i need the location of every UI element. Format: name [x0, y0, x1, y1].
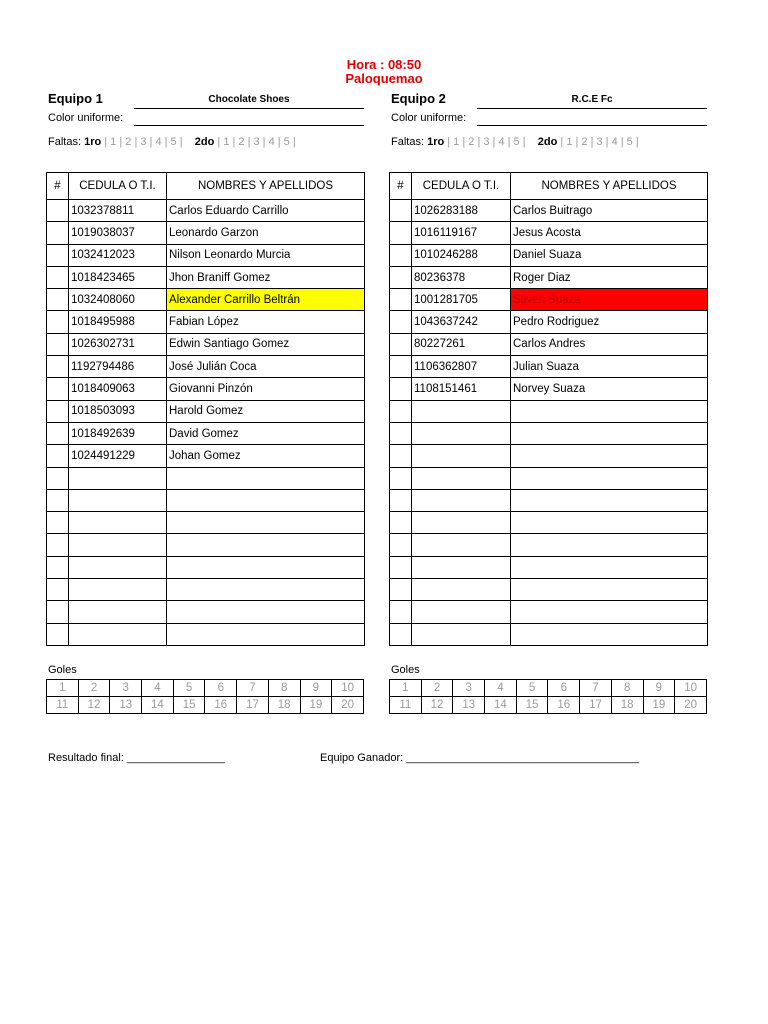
goal-cell[interactable]: 16: [548, 697, 580, 714]
cedula-cell[interactable]: 1106362807: [412, 356, 511, 378]
table-row: [390, 266, 708, 288]
goal-cell[interactable]: 5: [516, 680, 548, 697]
table-row: [390, 222, 708, 244]
resultado-final[interactable]: Resultado final: ________________: [48, 752, 225, 764]
cedula-cell[interactable]: 1019038037: [69, 222, 167, 244]
nombre-cell[interactable]: [511, 489, 708, 511]
goal-cell[interactable]: 20: [332, 697, 364, 714]
table-row: [390, 556, 708, 578]
row-number-cell[interactable]: [390, 467, 412, 489]
table-row: [47, 289, 365, 311]
table-row: [390, 400, 708, 422]
goal-cell[interactable]: 17: [580, 697, 612, 714]
team1-color-uniforme-field[interactable]: [134, 113, 364, 126]
cedula-cell[interactable]: 1032412023: [69, 244, 167, 266]
team2-color-uniforme-label: Color uniforme:: [391, 112, 467, 124]
nombre-cell[interactable]: [511, 422, 708, 444]
table-row: [47, 311, 365, 333]
table-row: [390, 623, 708, 645]
cedula-cell[interactable]: 1001281705: [412, 289, 511, 311]
team2-name: R.C.E Fc: [477, 93, 707, 109]
row-number-cell[interactable]: [47, 378, 69, 400]
col-nombres-header: NOMBRES Y APELLIDOS: [167, 173, 365, 200]
nombre-cell[interactable]: Daniel Suaza: [511, 244, 708, 266]
team2-color-uniforme-field[interactable]: [477, 113, 707, 126]
nombre-cell[interactable]: Johan Gomez: [167, 445, 365, 467]
goal-cell[interactable]: 1: [47, 680, 79, 697]
col-nombres-header: NOMBRES Y APELLIDOS: [511, 173, 708, 200]
nombre-cell[interactable]: Leonardo Garzon: [167, 222, 365, 244]
cedula-cell[interactable]: 1024491229: [69, 445, 167, 467]
row-number-cell[interactable]: [390, 556, 412, 578]
cedula-cell[interactable]: 1016119167: [412, 222, 511, 244]
table-row: [47, 489, 365, 511]
goal-cell[interactable]: 17: [237, 697, 269, 714]
cedula-cell[interactable]: [69, 579, 167, 601]
goal-cell[interactable]: 4: [142, 680, 174, 697]
table-row: [390, 200, 708, 222]
table-row: [390, 601, 708, 623]
cedula-cell[interactable]: 1026302731: [69, 333, 167, 355]
goal-cell[interactable]: 11: [47, 697, 79, 714]
team2-faltas: [391, 136, 639, 148]
nombre-cell[interactable]: [167, 623, 365, 645]
goal-cell[interactable]: 12: [421, 697, 453, 714]
cedula-cell[interactable]: [412, 579, 511, 601]
nombre-cell[interactable]: Norvey Suaza: [511, 378, 708, 400]
goal-cell[interactable]: 13: [110, 697, 142, 714]
goal-cell[interactable]: 13: [453, 697, 485, 714]
team2-goles-table: [389, 679, 707, 714]
nombre-cell[interactable]: [167, 556, 365, 578]
nombre-cell[interactable]: [511, 623, 708, 645]
row-number-cell[interactable]: [47, 489, 69, 511]
table-row: [47, 266, 365, 288]
nombre-cell[interactable]: Pedro Rodriguez: [511, 311, 708, 333]
match-venue: Paloquemao: [345, 71, 423, 86]
row-number-cell[interactable]: [47, 579, 69, 601]
row-number-cell[interactable]: [390, 601, 412, 623]
row-number-cell[interactable]: [390, 333, 412, 355]
row-number-cell[interactable]: [390, 266, 412, 288]
row-number-cell[interactable]: [390, 445, 412, 467]
row-number-cell[interactable]: [47, 222, 69, 244]
faltas-second-half-marks[interactable]: | 1 | 2 | 3 | 4 | 5 |: [217, 136, 296, 148]
cedula-cell[interactable]: 1192794486: [69, 356, 167, 378]
cedula-cell[interactable]: 1032378811: [69, 200, 167, 222]
faltas-label: Faltas:: [391, 136, 425, 148]
goal-cell[interactable]: 10: [332, 680, 364, 697]
cedula-cell[interactable]: [69, 556, 167, 578]
table-row: [390, 467, 708, 489]
nombre-cell[interactable]: Alexander Carrillo Beltrán: [167, 289, 365, 311]
table-row: [47, 244, 365, 266]
nombre-cell[interactable]: [511, 400, 708, 422]
nombre-cell[interactable]: Fabian López: [167, 311, 365, 333]
team1-goles-label: Goles: [48, 664, 77, 676]
row-number-cell[interactable]: [47, 512, 69, 534]
goal-cell[interactable]: 9: [300, 680, 332, 697]
table-row: [47, 512, 365, 534]
faltas-first-half-marks[interactable]: | 1 | 2 | 3 | 4 | 5 |: [447, 136, 526, 148]
cedula-cell[interactable]: [412, 467, 511, 489]
cedula-cell[interactable]: [69, 489, 167, 511]
nombre-cell[interactable]: [511, 579, 708, 601]
cedula-cell[interactable]: 1018503093: [69, 400, 167, 422]
goal-cell[interactable]: 2: [78, 680, 110, 697]
table-row: [47, 400, 365, 422]
nombre-cell[interactable]: Carlos Eduardo Carrillo: [167, 200, 365, 222]
nombre-cell[interactable]: [511, 467, 708, 489]
goal-cell[interactable]: 3: [453, 680, 485, 697]
table-row: [390, 512, 708, 534]
cedula-cell[interactable]: 1032408060: [69, 289, 167, 311]
table-row: [390, 445, 708, 467]
table-row: [47, 579, 365, 601]
goal-cell[interactable]: 12: [78, 697, 110, 714]
goal-cell[interactable]: 16: [205, 697, 237, 714]
team2-roster-table: [389, 172, 708, 646]
table-row: [390, 244, 708, 266]
row-number-cell[interactable]: [47, 311, 69, 333]
row-number-cell[interactable]: [390, 579, 412, 601]
cedula-cell[interactable]: 80227261: [412, 333, 511, 355]
cedula-cell[interactable]: [412, 445, 511, 467]
row-number-cell[interactable]: [390, 222, 412, 244]
row-number-cell[interactable]: [47, 467, 69, 489]
goal-cell[interactable]: 15: [516, 697, 548, 714]
goles-row: [390, 697, 707, 714]
nombre-cell[interactable]: [167, 579, 365, 601]
team1-faltas: [48, 136, 296, 148]
row-number-cell[interactable]: [47, 556, 69, 578]
goal-cell[interactable]: 14: [142, 697, 174, 714]
roster-header-row: [47, 173, 365, 200]
nombre-cell[interactable]: [167, 512, 365, 534]
nombre-cell[interactable]: [511, 534, 708, 556]
team2-goles-label: Goles: [391, 664, 420, 676]
nombre-cell[interactable]: José Julián Coca: [167, 356, 365, 378]
row-number-cell[interactable]: [47, 244, 69, 266]
row-number-cell[interactable]: [390, 512, 412, 534]
row-number-cell[interactable]: [47, 422, 69, 444]
nombre-cell[interactable]: Roger Diaz: [511, 266, 708, 288]
table-row: [47, 623, 365, 645]
cedula-cell[interactable]: [69, 601, 167, 623]
cedula-cell[interactable]: 80236378: [412, 266, 511, 288]
cedula-cell[interactable]: [412, 512, 511, 534]
nombre-cell[interactable]: Giovanni Pinzón: [167, 378, 365, 400]
cedula-cell[interactable]: 1018409063: [69, 378, 167, 400]
row-number-cell[interactable]: [47, 623, 69, 645]
row-number-cell[interactable]: [390, 200, 412, 222]
goal-cell[interactable]: 7: [580, 680, 612, 697]
table-row: [390, 311, 708, 333]
col-number-header: #: [390, 173, 412, 200]
row-number-cell[interactable]: [47, 445, 69, 467]
cedula-cell[interactable]: [412, 623, 511, 645]
table-row: [390, 422, 708, 444]
nombre-cell[interactable]: David Gomez: [167, 422, 365, 444]
row-number-cell[interactable]: [47, 289, 69, 311]
table-row: [390, 579, 708, 601]
table-row: [47, 356, 365, 378]
team1-goles-table: [46, 679, 364, 714]
cedula-cell[interactable]: 1108151461: [412, 378, 511, 400]
table-row: [47, 378, 365, 400]
goal-cell[interactable]: 5: [173, 680, 205, 697]
row-number-cell[interactable]: [390, 422, 412, 444]
nombre-cell[interactable]: Harold Gomez: [167, 400, 365, 422]
faltas-label: Faltas:: [48, 136, 82, 148]
nombre-cell[interactable]: [511, 512, 708, 534]
row-number-cell[interactable]: [390, 378, 412, 400]
table-row: [47, 333, 365, 355]
goal-cell[interactable]: 6: [548, 680, 580, 697]
faltas-second-half-label: 2do: [194, 136, 215, 148]
nombre-cell[interactable]: Julian Suaza: [511, 356, 708, 378]
col-cedula-header: CEDULA O T.I.: [412, 173, 511, 200]
goal-cell[interactable]: 3: [110, 680, 142, 697]
table-row: [390, 489, 708, 511]
row-number-cell[interactable]: [390, 356, 412, 378]
nombre-cell[interactable]: [511, 445, 708, 467]
nombre-cell[interactable]: [167, 467, 365, 489]
row-number-cell[interactable]: [47, 333, 69, 355]
goal-cell[interactable]: 14: [485, 697, 517, 714]
team1-color-uniforme-label: Color uniforme:: [48, 112, 124, 124]
cedula-cell[interactable]: [69, 534, 167, 556]
goal-cell[interactable]: 1: [390, 680, 422, 697]
table-row: [47, 422, 365, 444]
cedula-cell[interactable]: 1043637242: [412, 311, 511, 333]
goles-row: [47, 697, 364, 714]
table-row: [47, 534, 365, 556]
table-row: [47, 467, 365, 489]
team2-label: Equipo 2: [391, 91, 446, 106]
team1-roster-table: [46, 172, 365, 646]
table-row: [390, 356, 708, 378]
table-row: [390, 333, 708, 355]
cedula-cell[interactable]: 1018492639: [69, 422, 167, 444]
goal-cell[interactable]: 6: [205, 680, 237, 697]
nombre-cell[interactable]: Edwin Santiago Gomez: [167, 333, 365, 355]
nombre-cell[interactable]: [511, 556, 708, 578]
table-row: [390, 378, 708, 400]
nombre-cell[interactable]: [167, 601, 365, 623]
table-row: [47, 445, 365, 467]
goal-cell[interactable]: 11: [390, 697, 422, 714]
nombre-cell[interactable]: Nilson Leonardo Murcia: [167, 244, 365, 266]
cedula-cell[interactable]: [412, 400, 511, 422]
nombre-cell[interactable]: Jesus Acosta: [511, 222, 708, 244]
goles-row: [390, 680, 707, 697]
row-number-cell[interactable]: [390, 289, 412, 311]
row-number-cell[interactable]: [390, 534, 412, 556]
faltas-first-half-marks[interactable]: | 1 | 2 | 3 | 4 | 5 |: [104, 136, 183, 148]
col-number-header: #: [47, 173, 69, 200]
cedula-cell[interactable]: [412, 489, 511, 511]
cedula-cell[interactable]: [69, 467, 167, 489]
row-number-cell[interactable]: [47, 601, 69, 623]
cedula-cell[interactable]: [412, 601, 511, 623]
goal-cell[interactable]: 18: [611, 697, 643, 714]
table-row: [47, 601, 365, 623]
faltas-second-half-marks[interactable]: | 1 | 2 | 3 | 4 | 5 |: [560, 136, 639, 148]
goal-cell[interactable]: 8: [268, 680, 300, 697]
goal-cell[interactable]: 20: [675, 697, 707, 714]
row-number-cell[interactable]: [390, 311, 412, 333]
row-number-cell[interactable]: [47, 400, 69, 422]
row-number-cell[interactable]: [47, 534, 69, 556]
cedula-cell[interactable]: 1026283188: [412, 200, 511, 222]
nombre-cell[interactable]: Stiven Suaza: [511, 289, 708, 311]
cedula-cell[interactable]: [69, 623, 167, 645]
goal-cell[interactable]: 7: [237, 680, 269, 697]
cedula-cell[interactable]: 1018495988: [69, 311, 167, 333]
row-number-cell[interactable]: [390, 400, 412, 422]
faltas-first-half-label: 1ro: [84, 136, 102, 148]
row-number-cell[interactable]: [47, 266, 69, 288]
table-row: [390, 289, 708, 311]
nombre-cell[interactable]: [167, 534, 365, 556]
nombre-cell[interactable]: Carlos Buitrago: [511, 200, 708, 222]
goal-cell[interactable]: 15: [173, 697, 205, 714]
cedula-cell[interactable]: 1010246288: [412, 244, 511, 266]
goal-cell[interactable]: 9: [643, 680, 675, 697]
cedula-cell[interactable]: [412, 556, 511, 578]
goal-cell[interactable]: 18: [268, 697, 300, 714]
match-time: Hora : 08:50: [346, 57, 422, 72]
goal-cell[interactable]: 10: [675, 680, 707, 697]
faltas-second-half-label: 2do: [537, 136, 558, 148]
goal-cell[interactable]: 8: [611, 680, 643, 697]
table-row: [47, 556, 365, 578]
row-number-cell[interactable]: [390, 623, 412, 645]
goles-row: [47, 680, 364, 697]
row-number-cell[interactable]: [47, 356, 69, 378]
table-row: [47, 222, 365, 244]
cedula-cell[interactable]: [412, 422, 511, 444]
table-row: [390, 534, 708, 556]
row-number-cell[interactable]: [390, 244, 412, 266]
team1-name: Chocolate Shoes: [134, 93, 364, 109]
nombre-cell[interactable]: Carlos Andres: [511, 333, 708, 355]
row-number-cell[interactable]: [390, 489, 412, 511]
nombre-cell[interactable]: [167, 489, 365, 511]
cedula-cell[interactable]: [412, 534, 511, 556]
goal-cell[interactable]: 2: [421, 680, 453, 697]
faltas-first-half-label: 1ro: [427, 136, 445, 148]
goal-cell[interactable]: 4: [485, 680, 517, 697]
cedula-cell[interactable]: [69, 512, 167, 534]
row-number-cell[interactable]: [47, 200, 69, 222]
goal-cell[interactable]: 19: [300, 697, 332, 714]
roster-header-row: [390, 173, 708, 200]
goal-cell[interactable]: 19: [643, 697, 675, 714]
table-row: [47, 200, 365, 222]
team1-label: Equipo 1: [48, 91, 103, 106]
nombre-cell[interactable]: [511, 601, 708, 623]
cedula-cell[interactable]: 1018423465: [69, 266, 167, 288]
equipo-ganador[interactable]: Equipo Ganador: ______________________________________: [320, 752, 639, 764]
nombre-cell[interactable]: Jhon Braniff Gomez: [167, 266, 365, 288]
col-cedula-header: CEDULA O T.I.: [69, 173, 167, 200]
